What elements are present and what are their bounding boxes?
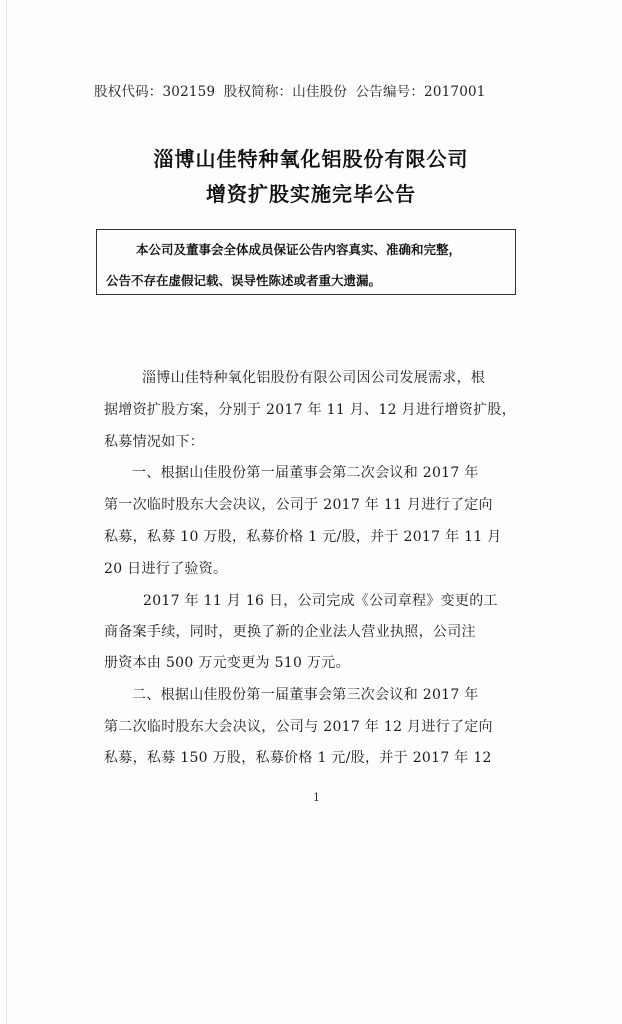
body-line: 私募情况如下： [104,434,205,450]
stock-name: 股权简称：山佳股份 [223,84,348,100]
body-line: 私募，私募 150 万股，私募价格 1 元/股，并于 2017 年 12 [104,750,492,766]
body-line: 2017 年 11 月 16 日，公司完成《公司章程》变更的工 [143,593,498,609]
body-line: 据增资扩股方案，分别于 2017 年 11 月、12 月进行增资扩股， [104,402,517,418]
body-line: 一、根据山佳股份第一届董事会第二次会议和 2017 年 [132,465,479,481]
body-line: 册资本由 500 万元变更为 510 万元。 [104,655,350,671]
announcement-title: 增资扩股实施完毕公告 [206,182,416,206]
body-line: 二、根据山佳股份第一届董事会第三次会议和 2017 年 [132,687,479,703]
stock-code: 股权代码：302159 [94,84,216,100]
page-number: 1 [313,791,320,804]
body-line: 第二次临时股东大会决议，公司与 2017 年 12 月进行了定向 [104,719,493,735]
disclaimer-line-1: 本公司及董事会全体成员保证公告内容真实、准确和完整， [136,242,462,257]
body-line: 商备案手续，同时，更换了新的企业法人营业执照，公司注 [104,624,476,640]
body-line: 私募，私募 10 万股，私募价格 1 元/股，并于 2017 年 11 月 [104,529,502,545]
announcement-number: 公告编号：2017001 [355,84,486,100]
company-name-title: 淄博山佳特种氧化铝股份有限公司 [153,147,469,171]
body-line: 20 日进行了验资。 [104,561,228,577]
body-line: 第一次临时股东大会决议，公司于 2017 年 11 月进行了定向 [104,497,493,513]
body-line: 淄博山佳特种氧化铝股份有限公司因公司发展需求，根 [142,370,486,386]
disclaimer-line-2: 公告不存在虚假记载、误导性陈述或者重大遗漏。 [106,273,382,288]
announcement-header [94,80,534,100]
